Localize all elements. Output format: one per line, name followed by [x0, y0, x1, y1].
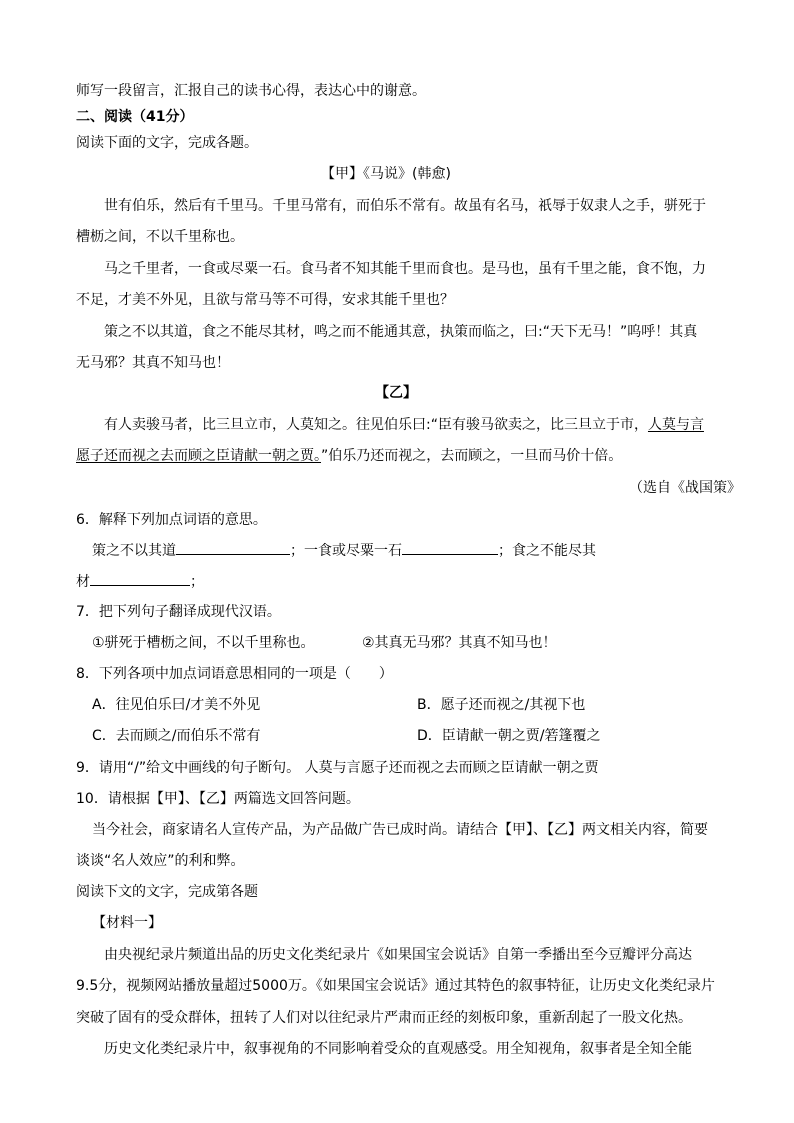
- q7-sentence1: ①骈死于槽枥之间，不以千里称也。: [92, 635, 315, 651]
- underlined-sentence-part1: 人莫与言: [647, 417, 704, 433]
- passage-b-title: 【乙】: [375, 385, 417, 401]
- question-6-items: [92, 540, 596, 561]
- q6-semicolon: ；: [190, 574, 204, 590]
- passage-b-line2: [76, 446, 622, 466]
- question-10: 10．请根据【甲】、【乙】两篇选文回答问题。: [76, 791, 360, 807]
- passage-a-para2-line2: 不足，才美不外见，且欲与常马等不可得，安求其能千里也？: [76, 292, 454, 308]
- question-6: 6．解释下列加点词语的意思。: [76, 512, 267, 528]
- material-one-line1: 由央视纪录片频道出品的历史文化类纪录片《如果国宝会说话》自第一季播出至今豆瓣评分高达: [104, 947, 692, 963]
- question-6-items-cont: [76, 571, 204, 592]
- q6-item1: 策之不以其道: [92, 543, 176, 559]
- q8-option-d: D．臣请献一朝之贾/箬篷覆之: [417, 728, 601, 744]
- q6-item2: ；一食或尽粟一石: [290, 543, 402, 559]
- question-7: 7．把下列句子翻译成现代汉语。: [76, 604, 281, 620]
- q6-item3-end: 材: [76, 574, 90, 590]
- q7-sentence2: ②其真无马邪？其真不知马也！: [362, 635, 557, 651]
- q8-option-b: B．愿子还而视之/其视下也: [417, 697, 586, 713]
- passage-a-para1-line2: 槽枥之间，不以千里称也。: [76, 229, 244, 245]
- passage-b-line1-text: 有人卖骏马者，比三旦立市，人莫知之。往见伯乐曰:“臣有骏马欲卖之，比三旦立于市，: [104, 417, 648, 433]
- reading-instruction: 阅读下面的文字，完成各题。: [76, 135, 258, 151]
- q10-text-line2: 谈谈“名人效应”的利和弊。: [76, 853, 245, 869]
- q10-text-line1: 当今社会，商家请名人宣传产品，为产品做广告已成时尚。请结合【甲】、【乙】两文相关内容，简要: [92, 822, 708, 838]
- material-one-line4: 历史文化类纪录片中，叙事视角的不同影响着受众的直观感受。用全知视角，叙事者是全知全能: [104, 1041, 692, 1057]
- material-one-heading: 【材料一】: [92, 915, 162, 931]
- source-note: （选自《战国策》: [629, 480, 741, 496]
- q6-item3: ；食之不能尽其: [498, 543, 596, 559]
- passage-a-para3-line1: 策之不以其道，食之不能尽其材，鸣之而不能通其意，执策而临之，曰:“天下无马！”呜呼！其真: [104, 324, 698, 340]
- question-9: 9．请用“/”给文中画线的句子断句。 人莫与言愿子还而视之去而顾之臣请献一朝之贾: [76, 760, 599, 776]
- section-heading-reading: 二、阅读（41分）: [76, 109, 194, 125]
- passage-a-para3-line2: 无马邪？其真不知马也！: [76, 355, 230, 371]
- q8-option-a: A．往见伯乐曰/才美不外见: [92, 697, 261, 713]
- q6-blank2[interactable]: [402, 540, 498, 555]
- question-8: 8．下列各项中加点词语意思相同的一项是（ ）: [76, 666, 393, 682]
- passage-b-line2-text: ”伯乐乃还而视之，去而顾之，一旦而马价十倍。: [321, 448, 623, 464]
- q6-blank3[interactable]: [90, 571, 190, 586]
- reading-instruction-2: 阅读下文的文字，完成第各题: [76, 884, 258, 900]
- intro-line: 师写一段留言，汇报自己的读书心得，表达心中的谢意。: [76, 83, 426, 99]
- q8-option-c: C．去而顾之/而伯乐不常有: [92, 728, 261, 744]
- passage-a-para1-line1: 世有伯乐，然后有千里马。千里马常有，而伯乐不常有。故虽有名马，祇辱于奴隶人之手，骈死于: [104, 198, 706, 214]
- material-one-line3: 突破了固有的受众群体，扭转了人们对以往纪录片严肃而正经的刻板印象，重新刮起了一股文化热。: [76, 1010, 692, 1026]
- passage-a-para2-line1: 马之千里者，一食或尽粟一石。食马者不知其能千里而食也。是马也，虽有千里之能，食不饱，力: [104, 261, 706, 277]
- material-one-line2: 9.5分，视频网站播放量超过5000万。《如果国宝会说话》通过其特色的叙事特征，让历史文化类纪录片: [76, 978, 715, 994]
- passage-a-title: 【甲】《马说》(韩愈): [321, 166, 451, 182]
- passage-b-line1: [104, 415, 704, 435]
- q6-blank1[interactable]: [176, 540, 290, 555]
- underlined-sentence-part2: 愿子还而视之去而顾之臣请献一朝之贾。: [76, 448, 321, 464]
